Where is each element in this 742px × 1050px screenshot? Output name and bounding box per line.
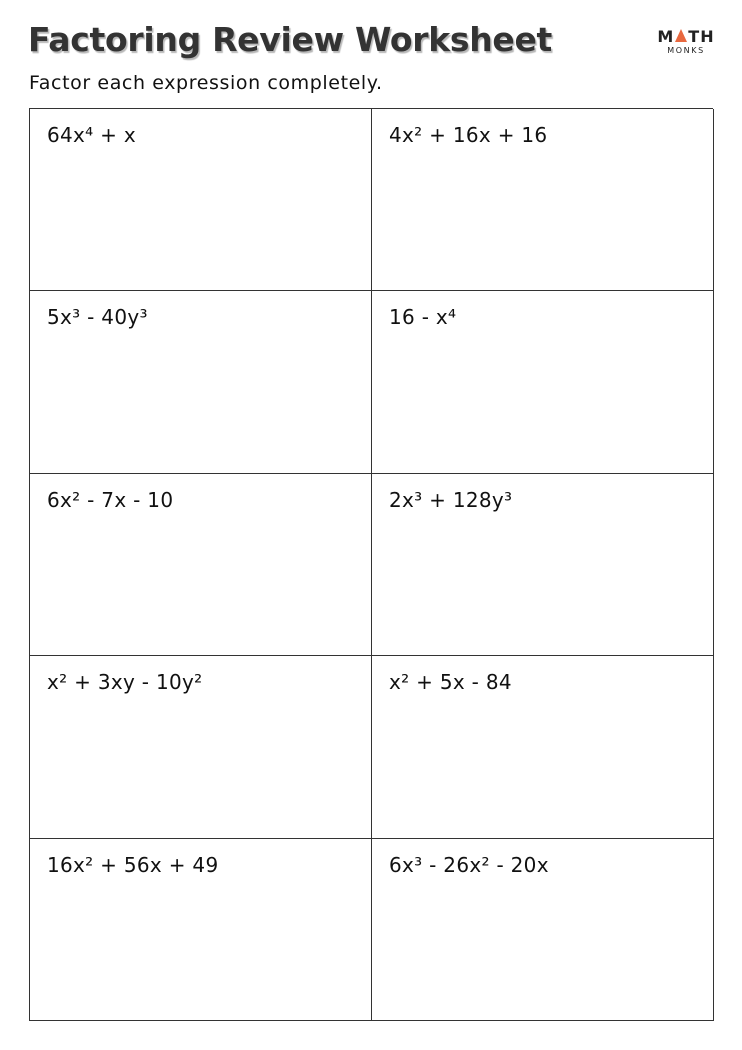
- problem-cell[interactable]: [372, 291, 714, 473]
- problem-expression: 2x³ + 128y³: [389, 487, 513, 512]
- problem-expression: 6x³ - 26x² - 20x: [389, 852, 549, 877]
- problem-cell[interactable]: [30, 109, 372, 291]
- logo-text-m: M: [657, 27, 675, 46]
- problem-expression: 16x² + 56x + 49: [47, 852, 219, 877]
- problem-expression: 4x² + 16x + 16: [389, 123, 548, 147]
- problem-cell[interactable]: [372, 109, 714, 291]
- problem-expression: x² + 3xy - 10y²: [47, 670, 203, 695]
- problem-cell[interactable]: [30, 656, 372, 838]
- logo-text-th: TH: [688, 27, 715, 46]
- logo-subtext: MONKS: [667, 46, 705, 55]
- math-monks-logo: [655, 29, 717, 56]
- problem-cell[interactable]: [30, 474, 372, 656]
- problem-expression: x² + 5x - 84: [389, 670, 512, 695]
- triangle-icon: [675, 29, 687, 42]
- problem-cell[interactable]: [30, 839, 372, 1021]
- problem-expression: 5x³ - 40y³: [47, 305, 148, 330]
- problem-expression: 6x² - 7x - 10: [47, 487, 174, 512]
- problem-cell[interactable]: [372, 839, 714, 1021]
- logo-wordmark: [655, 29, 717, 45]
- problem-expression: 16 - x⁴: [389, 305, 457, 330]
- problem-cell[interactable]: [372, 474, 714, 656]
- problem-cell[interactable]: [30, 291, 372, 473]
- problem-expression: 64x⁴ + x: [47, 123, 137, 147]
- worksheet-title: Factoring Review Worksheet: [28, 20, 553, 59]
- problem-cell[interactable]: [372, 656, 714, 838]
- instructions: Factor each expression completely.: [29, 72, 383, 94]
- problem-grid: [29, 108, 713, 1021]
